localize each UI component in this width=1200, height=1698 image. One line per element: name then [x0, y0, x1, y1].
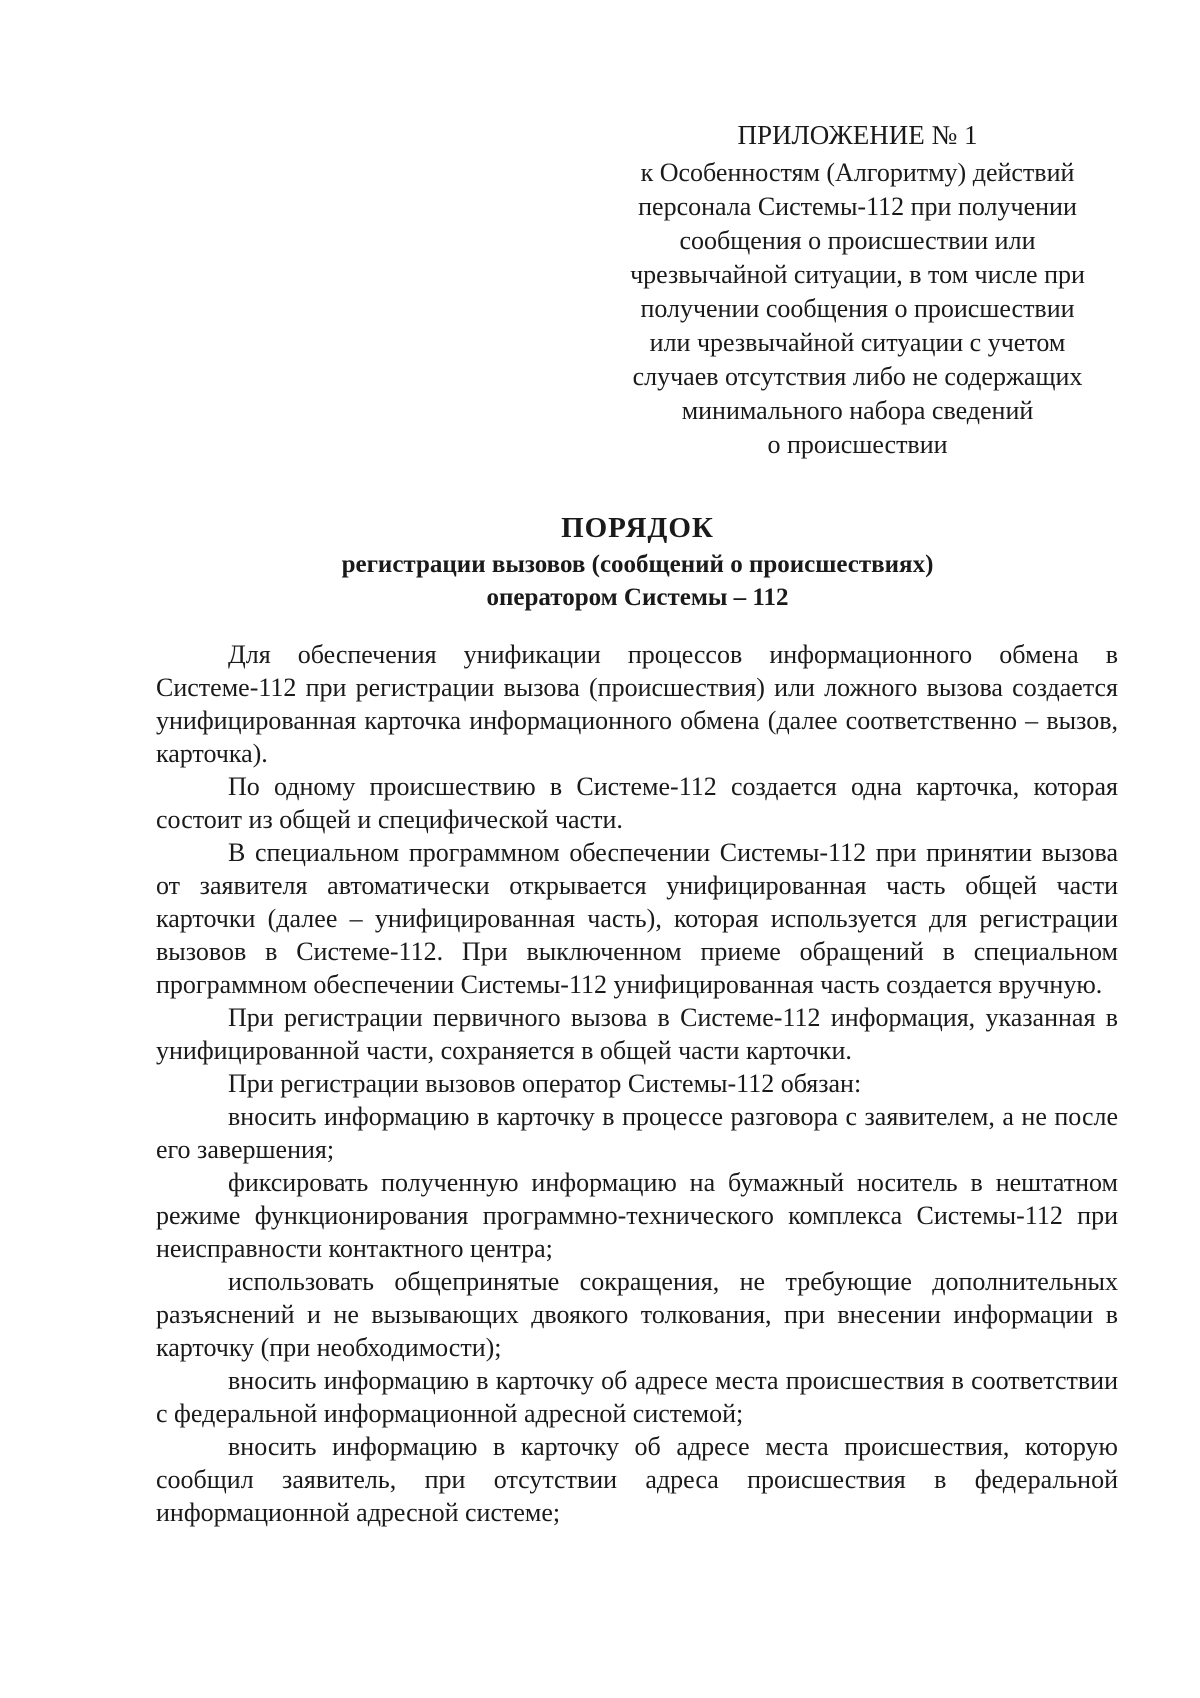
body-paragraph: вносить информацию в карточку в процессе разговора с заявителем, а не после его завершения; — [156, 1102, 1118, 1164]
appendix-line: случаев отсутствия либо не содержащих — [632, 362, 1083, 391]
body-paragraph: использовать общепринятые сокращения, не требующие дополнительных разъяснений и не вызывающих двоякого толкования, при внесении информации в карточку (при необходимости); — [156, 1267, 1118, 1362]
body-paragraph: Для обеспечения унификации процессов информационного обмена в Системе-112 при регистрации вызова (происшествия) или ложного вызова создается унифицированная карточка информационного обмена (далее соответственно – вызов, карточка). — [156, 640, 1118, 768]
appendix-line: персонала Системы-112 при получении — [638, 192, 1077, 221]
appendix-line: получении сообщения о происшествии — [640, 294, 1075, 323]
appendix-block — [590, 118, 1125, 462]
heading-subtitle-1: регистрации вызовов (сообщений о происшествиях) — [341, 551, 934, 578]
document-heading — [150, 508, 1125, 614]
appendix-line: чрезвычайной ситуации, в том числе при — [630, 260, 1085, 289]
body-paragraph: По одному происшествию в Системе-112 создается одна карточка, которая состоит из общей и специфической части. — [156, 772, 1118, 834]
heading-subtitle-2: оператором Системы – 112 — [486, 584, 789, 611]
appendix-title: ПРИЛОЖЕНИЕ № 1 — [737, 120, 978, 150]
body-paragraph: При регистрации вызовов оператор Системы-112 обязан: — [228, 1069, 862, 1098]
document-body — [156, 638, 1118, 1529]
body-paragraph: В специальном программном обеспечении Системы-112 при принятии вызова от заявителя автоматически открывается унифицированная часть общей части карточки (далее – унифицированная часть), которая используется для регистрации вызовов в Системе-112. При выключенном приеме обращений в специальном программном обеспечении Системы-112 унифицированная часть создается вручную. — [156, 838, 1118, 999]
appendix-line: сообщения о происшествии или — [679, 226, 1036, 255]
body-paragraph: вносить информацию в карточку об адресе места происшествия, которую сообщил заявитель, при отсутствии адреса происшествия в федеральной информационной адресной системе; — [156, 1432, 1118, 1527]
body-paragraph: фиксировать полученную информацию на бумажный носитель в нештатном режиме функционирования программно-технического комплекса Системы-112 при неисправности контактного центра; — [156, 1168, 1118, 1263]
appendix-line: о происшествии — [767, 430, 948, 459]
appendix-line: к Особенностям (Алгоритму) действий — [640, 158, 1075, 187]
body-paragraph: вносить информацию в карточку об адресе места происшествия в соответствии с федеральной информационной адресной системой; — [156, 1366, 1118, 1428]
body-paragraph: При регистрации первичного вызова в Системе-112 информация, указанная в унифицированной части, сохраняется в общей части карточки. — [156, 1003, 1118, 1065]
heading-title: ПОРЯДОК — [561, 512, 714, 544]
appendix-line: или чрезвычайной ситуации с учетом — [649, 328, 1066, 357]
appendix-line: минимального набора сведений — [681, 396, 1034, 425]
